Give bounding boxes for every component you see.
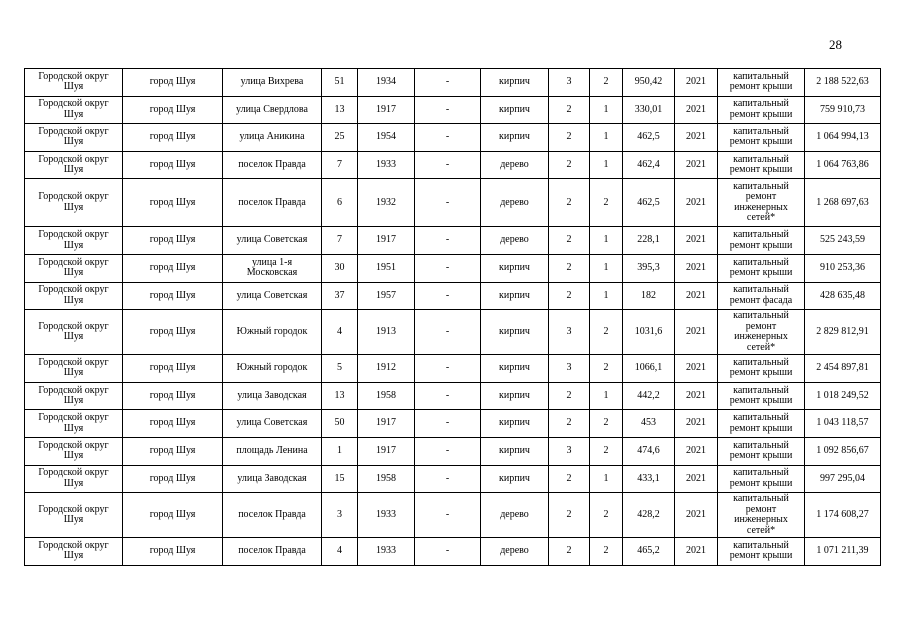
cell-street: улица Аникина [223, 124, 322, 152]
cell-cost: 1 268 697,63 [805, 179, 881, 227]
cell-work-type: капитальный ремонт крыши [718, 437, 805, 465]
cell-city: город Шуя [123, 124, 223, 152]
cell-municipality: Городской округ Шуя [25, 310, 123, 355]
cell-municipality: Городской округ Шуя [25, 179, 123, 227]
cell-municipality: Городской округ Шуя [25, 151, 123, 179]
cell-year-built: 1932 [358, 179, 415, 227]
cell-city: город Шуя [123, 493, 223, 538]
cell-year-built: 1917 [358, 96, 415, 124]
cell-cost: 1 071 211,39 [805, 538, 881, 566]
cell-street: поселок Правда [223, 179, 322, 227]
cell-entrances: 2 [590, 69, 623, 97]
cell-municipality: Городской округ Шуя [25, 282, 123, 310]
cell-cost: 2 829 812,91 [805, 310, 881, 355]
data-table [24, 68, 881, 566]
cell-house-number: 3 [322, 493, 358, 538]
cell-entrances: 2 [590, 538, 623, 566]
cell-area: 182 [623, 282, 675, 310]
cell-year: 2021 [675, 538, 718, 566]
cell-street: поселок Правда [223, 493, 322, 538]
cell-house-number: 51 [322, 69, 358, 97]
cell-work-type: капитальный ремонт крыши [718, 410, 805, 438]
cell-cost: 1 018 249,52 [805, 382, 881, 410]
table-body [25, 69, 881, 566]
cell-street: поселок Правда [223, 151, 322, 179]
cell-house-number: 7 [322, 151, 358, 179]
cell-city: город Шуя [123, 227, 223, 255]
cell-floors: 3 [549, 355, 590, 383]
cell-year: 2021 [675, 282, 718, 310]
cell-year-built: 1917 [358, 410, 415, 438]
cell-entrances: 1 [590, 124, 623, 152]
cell-dash: - [415, 151, 481, 179]
cell-entrances: 1 [590, 151, 623, 179]
cell-wall-material: кирпич [481, 437, 549, 465]
cell-cost: 1 092 856,67 [805, 437, 881, 465]
cell-floors: 2 [549, 465, 590, 493]
cell-entrances: 1 [590, 282, 623, 310]
cell-year-built: 1933 [358, 538, 415, 566]
cell-municipality: Городской округ Шуя [25, 538, 123, 566]
page-number: 28 [829, 37, 842, 52]
cell-street: улица Советская [223, 227, 322, 255]
cell-street: улица Вихрева [223, 69, 322, 97]
cell-area: 442,2 [623, 382, 675, 410]
cell-area: 462,5 [623, 179, 675, 227]
cell-work-type: капитальный ремонт крыши [718, 96, 805, 124]
cell-city: город Шуя [123, 410, 223, 438]
cell-wall-material: кирпич [481, 310, 549, 355]
cell-work-type: капитальный ремонт крыши [718, 124, 805, 152]
cell-wall-material: кирпич [481, 96, 549, 124]
cell-cost: 997 295,04 [805, 465, 881, 493]
cell-wall-material: дерево [481, 179, 549, 227]
cell-dash: - [415, 465, 481, 493]
cell-floors: 2 [549, 282, 590, 310]
table-row [25, 69, 881, 97]
cell-wall-material: дерево [481, 538, 549, 566]
cell-year: 2021 [675, 465, 718, 493]
cell-city: город Шуя [123, 465, 223, 493]
cell-area: 228,1 [623, 227, 675, 255]
cell-city: город Шуя [123, 254, 223, 282]
cell-dash: - [415, 538, 481, 566]
cell-area: 453 [623, 410, 675, 438]
cell-wall-material: кирпич [481, 382, 549, 410]
cell-floors: 2 [549, 96, 590, 124]
cell-floors: 2 [549, 124, 590, 152]
cell-work-type: капитальный ремонт инженерных сетей* [718, 179, 805, 227]
cell-wall-material: кирпич [481, 124, 549, 152]
table-row [25, 382, 881, 410]
cell-area: 462,5 [623, 124, 675, 152]
cell-year-built: 1933 [358, 493, 415, 538]
cell-work-type: капитальный ремонт крыши [718, 538, 805, 566]
cell-work-type: капитальный ремонт фасада [718, 282, 805, 310]
cell-dash: - [415, 124, 481, 152]
cell-entrances: 1 [590, 96, 623, 124]
cell-year: 2021 [675, 355, 718, 383]
cell-wall-material: дерево [481, 493, 549, 538]
cell-municipality: Городской округ Шуя [25, 227, 123, 255]
cell-dash: - [415, 282, 481, 310]
cell-entrances: 1 [590, 465, 623, 493]
cell-city: город Шуя [123, 282, 223, 310]
cell-dash: - [415, 437, 481, 465]
cell-dash: - [415, 410, 481, 438]
cell-year: 2021 [675, 227, 718, 255]
table-row [25, 437, 881, 465]
cell-city: город Шуя [123, 538, 223, 566]
cell-work-type: капитальный ремонт крыши [718, 69, 805, 97]
cell-municipality: Городской округ Шуя [25, 465, 123, 493]
cell-municipality: Городской округ Шуя [25, 382, 123, 410]
cell-year-built: 1913 [358, 310, 415, 355]
cell-cost: 1 043 118,57 [805, 410, 881, 438]
cell-area: 1031,6 [623, 310, 675, 355]
cell-year: 2021 [675, 69, 718, 97]
cell-municipality: Городской округ Шуя [25, 124, 123, 152]
cell-dash: - [415, 493, 481, 538]
cell-street: Южный городок [223, 355, 322, 383]
cell-area: 395,3 [623, 254, 675, 282]
cell-entrances: 2 [590, 355, 623, 383]
cell-year-built: 1934 [358, 69, 415, 97]
cell-city: город Шуя [123, 179, 223, 227]
cell-house-number: 7 [322, 227, 358, 255]
cell-cost: 1 064 763,86 [805, 151, 881, 179]
cell-floors: 2 [549, 254, 590, 282]
cell-area: 462,4 [623, 151, 675, 179]
cell-house-number: 50 [322, 410, 358, 438]
cell-wall-material: дерево [481, 227, 549, 255]
cell-municipality: Городской округ Шуя [25, 69, 123, 97]
cell-city: город Шуя [123, 69, 223, 97]
cell-cost: 2 188 522,63 [805, 69, 881, 97]
cell-dash: - [415, 96, 481, 124]
cell-cost: 910 253,36 [805, 254, 881, 282]
cell-wall-material: кирпич [481, 282, 549, 310]
cell-municipality: Городской округ Шуя [25, 254, 123, 282]
cell-house-number: 37 [322, 282, 358, 310]
cell-street: улица Свердлова [223, 96, 322, 124]
cell-house-number: 5 [322, 355, 358, 383]
cell-municipality: Городской округ Шуя [25, 355, 123, 383]
cell-cost: 428 635,48 [805, 282, 881, 310]
table-row [25, 410, 881, 438]
cell-wall-material: кирпич [481, 410, 549, 438]
cell-wall-material: дерево [481, 151, 549, 179]
cell-year-built: 1951 [358, 254, 415, 282]
cell-cost: 1 064 994,13 [805, 124, 881, 152]
cell-year: 2021 [675, 151, 718, 179]
cell-entrances: 1 [590, 382, 623, 410]
cell-year: 2021 [675, 437, 718, 465]
cell-dash: - [415, 382, 481, 410]
cell-work-type: капитальный ремонт инженерных сетей* [718, 493, 805, 538]
cell-house-number: 15 [322, 465, 358, 493]
cell-work-type: капитальный ремонт инженерных сетей* [718, 310, 805, 355]
cell-area: 330,01 [623, 96, 675, 124]
cell-city: город Шуя [123, 96, 223, 124]
cell-entrances: 2 [590, 493, 623, 538]
cell-cost: 759 910,73 [805, 96, 881, 124]
cell-year: 2021 [675, 410, 718, 438]
cell-municipality: Городской округ Шуя [25, 437, 123, 465]
cell-floors: 2 [549, 179, 590, 227]
cell-house-number: 13 [322, 382, 358, 410]
cell-street: Южный городок [223, 310, 322, 355]
cell-year: 2021 [675, 493, 718, 538]
cell-floors: 2 [549, 382, 590, 410]
cell-municipality: Городской округ Шуя [25, 96, 123, 124]
cell-dash: - [415, 179, 481, 227]
cell-cost: 2 454 897,81 [805, 355, 881, 383]
cell-year-built: 1917 [358, 437, 415, 465]
cell-street: улица Заводская [223, 465, 322, 493]
cell-dash: - [415, 254, 481, 282]
cell-city: город Шуя [123, 355, 223, 383]
cell-street: улица Советская [223, 282, 322, 310]
cell-house-number: 13 [322, 96, 358, 124]
cell-floors: 3 [549, 310, 590, 355]
cell-year: 2021 [675, 179, 718, 227]
cell-house-number: 30 [322, 254, 358, 282]
table-row [25, 227, 881, 255]
table-row [25, 538, 881, 566]
cell-year-built: 1954 [358, 124, 415, 152]
cell-floors: 2 [549, 538, 590, 566]
cell-year: 2021 [675, 382, 718, 410]
cell-dash: - [415, 69, 481, 97]
table-row [25, 310, 881, 355]
cell-city: город Шуя [123, 151, 223, 179]
cell-street: поселок Правда [223, 538, 322, 566]
cell-floors: 2 [549, 410, 590, 438]
cell-year-built: 1917 [358, 227, 415, 255]
cell-dash: - [415, 227, 481, 255]
cell-year: 2021 [675, 96, 718, 124]
cell-area: 433,1 [623, 465, 675, 493]
cell-street: площадь Ленина [223, 437, 322, 465]
cell-area: 465,2 [623, 538, 675, 566]
table-row [25, 465, 881, 493]
cell-entrances: 2 [590, 310, 623, 355]
cell-house-number: 4 [322, 310, 358, 355]
cell-year-built: 1958 [358, 465, 415, 493]
cell-work-type: капитальный ремонт крыши [718, 227, 805, 255]
cell-entrances: 2 [590, 437, 623, 465]
cell-wall-material: кирпич [481, 465, 549, 493]
table-row [25, 179, 881, 227]
cell-entrances: 2 [590, 179, 623, 227]
cell-work-type: капитальный ремонт крыши [718, 465, 805, 493]
cell-city: город Шуя [123, 382, 223, 410]
table-row [25, 96, 881, 124]
table-row [25, 282, 881, 310]
table-row [25, 124, 881, 152]
cell-wall-material: кирпич [481, 355, 549, 383]
cell-work-type: капитальный ремонт крыши [718, 382, 805, 410]
cell-wall-material: кирпич [481, 69, 549, 97]
cell-wall-material: кирпич [481, 254, 549, 282]
cell-work-type: капитальный ремонт крыши [718, 355, 805, 383]
cell-year-built: 1933 [358, 151, 415, 179]
cell-year: 2021 [675, 310, 718, 355]
cell-street: улица 1-я Московская [223, 254, 322, 282]
cell-entrances: 1 [590, 254, 623, 282]
cell-area: 428,2 [623, 493, 675, 538]
cell-work-type: капитальный ремонт крыши [718, 151, 805, 179]
cell-floors: 2 [549, 227, 590, 255]
cell-area: 950,42 [623, 69, 675, 97]
cell-year-built: 1912 [358, 355, 415, 383]
cell-year: 2021 [675, 254, 718, 282]
cell-area: 474,6 [623, 437, 675, 465]
cell-floors: 2 [549, 151, 590, 179]
table-row [25, 254, 881, 282]
cell-floors: 3 [549, 437, 590, 465]
cell-entrances: 2 [590, 410, 623, 438]
cell-house-number: 1 [322, 437, 358, 465]
cell-cost: 1 174 608,27 [805, 493, 881, 538]
cell-work-type: капитальный ремонт крыши [718, 254, 805, 282]
cell-house-number: 6 [322, 179, 358, 227]
cell-municipality: Городской округ Шуя [25, 493, 123, 538]
table-row [25, 493, 881, 538]
cell-year-built: 1958 [358, 382, 415, 410]
cell-floors: 3 [549, 69, 590, 97]
cell-dash: - [415, 310, 481, 355]
cell-city: город Шуя [123, 437, 223, 465]
cell-street: улица Заводская [223, 382, 322, 410]
cell-house-number: 25 [322, 124, 358, 152]
cell-house-number: 4 [322, 538, 358, 566]
table-row [25, 151, 881, 179]
cell-city: город Шуя [123, 310, 223, 355]
cell-street: улица Советская [223, 410, 322, 438]
cell-entrances: 1 [590, 227, 623, 255]
cell-cost: 525 243,59 [805, 227, 881, 255]
cell-floors: 2 [549, 493, 590, 538]
cell-area: 1066,1 [623, 355, 675, 383]
cell-year-built: 1957 [358, 282, 415, 310]
cell-dash: - [415, 355, 481, 383]
table-row [25, 355, 881, 383]
cell-municipality: Городской округ Шуя [25, 410, 123, 438]
cell-year: 2021 [675, 124, 718, 152]
